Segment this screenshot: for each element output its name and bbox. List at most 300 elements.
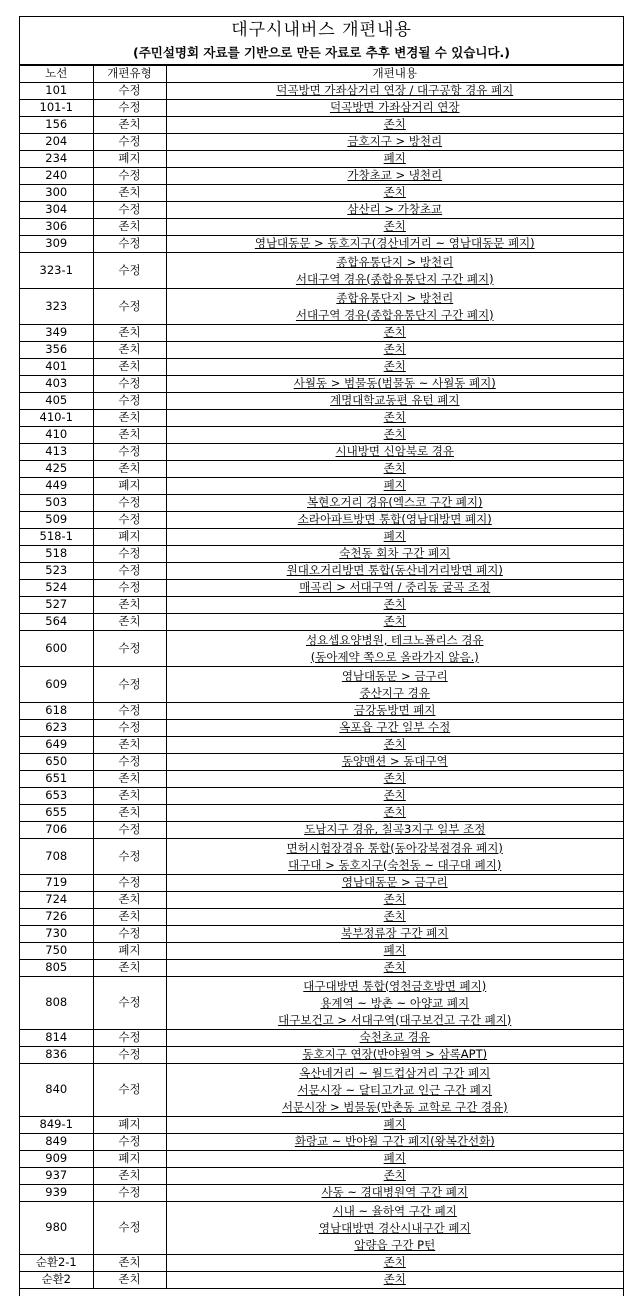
route-number-cell: 410-1 bbox=[20, 410, 93, 427]
table-row bbox=[20, 444, 623, 461]
table-row bbox=[20, 342, 623, 359]
change-content-line: 대구대방면 통합(영천금호방면 폐지) bbox=[303, 978, 487, 993]
change-content-line: 존치 bbox=[383, 597, 406, 612]
change-content-line: 도남지구 경유, 칠곡3지구 일부 조정 bbox=[304, 822, 486, 837]
page-title: 대구시내버스 개편내용 bbox=[231, 20, 412, 40]
table-row bbox=[20, 1117, 623, 1134]
change-type-cell: 존치 bbox=[93, 909, 166, 926]
route-number-cell: 649 bbox=[20, 737, 93, 754]
route-number-cell: 410 bbox=[20, 427, 93, 444]
table-row bbox=[20, 100, 623, 117]
route-number-cell: 623 bbox=[20, 720, 93, 737]
change-content-cell bbox=[166, 737, 623, 754]
route-number-cell: 101 bbox=[20, 83, 93, 100]
table-row bbox=[20, 289, 623, 325]
route-number-cell: 204 bbox=[20, 134, 93, 151]
change-content-cell bbox=[166, 614, 623, 631]
change-content-cell bbox=[166, 289, 623, 325]
change-content-cell bbox=[166, 1117, 623, 1134]
change-content-line: 종합유통단지 > 방천리 bbox=[336, 290, 454, 305]
route-number-cell: 750 bbox=[20, 943, 93, 960]
route-number-cell: 655 bbox=[20, 805, 93, 822]
change-content-cell bbox=[166, 631, 623, 667]
route-number-cell: 306 bbox=[20, 219, 93, 236]
change-type-cell: 수정 bbox=[93, 1064, 166, 1117]
change-content-cell bbox=[166, 393, 623, 410]
change-content-line: 금호지구 > 방천리 bbox=[347, 134, 443, 149]
change-content-line: 압량읍 구간 P턴 bbox=[354, 1237, 436, 1252]
change-content-cell bbox=[166, 960, 623, 977]
change-content-cell bbox=[166, 168, 623, 185]
change-type-cell: 수정 bbox=[93, 444, 166, 461]
change-content-cell bbox=[166, 703, 623, 720]
change-content-line: 사월동 > 범물동(범물동 ~ 사월동 폐지) bbox=[293, 376, 496, 391]
change-content-line: 숙천초교 경유 bbox=[359, 1030, 430, 1045]
change-content-cell bbox=[166, 943, 623, 960]
change-type-cell: 존치 bbox=[93, 1272, 166, 1289]
route-number-cell: 304 bbox=[20, 202, 93, 219]
route-number-cell: 719 bbox=[20, 875, 93, 892]
change-type-cell: 존치 bbox=[93, 960, 166, 977]
change-content-cell bbox=[166, 771, 623, 788]
route-number-cell: 349 bbox=[20, 325, 93, 342]
change-content-cell bbox=[166, 202, 623, 219]
route-number-cell: 609 bbox=[20, 667, 93, 703]
change-content-line: 존치 bbox=[383, 614, 406, 629]
change-type-cell: 폐지 bbox=[93, 529, 166, 546]
change-content-cell bbox=[166, 1168, 623, 1185]
table-row bbox=[20, 325, 623, 342]
table-row bbox=[20, 977, 623, 1030]
change-content-line: 옥산네거리 ~ 월드컵삼거리 구간 폐지 bbox=[299, 1065, 491, 1080]
change-content-cell bbox=[166, 325, 623, 342]
change-type-cell: 수정 bbox=[93, 393, 166, 410]
change-type-cell: 수정 bbox=[93, 202, 166, 219]
table-row bbox=[20, 1134, 623, 1151]
change-content-line: 매곡리 > 서대구역 / 중리동 굴곡 조정 bbox=[299, 580, 491, 595]
change-content-cell bbox=[166, 754, 623, 771]
change-content-cell bbox=[166, 977, 623, 1030]
change-type-cell: 수정 bbox=[93, 289, 166, 325]
change-content-cell bbox=[166, 1185, 623, 1202]
change-content-line: 성요셉요양병원, 테크노폴리스 경유 bbox=[305, 632, 484, 647]
change-content-cell bbox=[166, 667, 623, 703]
table-row bbox=[20, 909, 623, 926]
change-content-cell bbox=[166, 236, 623, 253]
table-row bbox=[20, 253, 623, 289]
change-content-cell bbox=[166, 839, 623, 875]
change-content-cell bbox=[166, 909, 623, 926]
change-type-cell: 수정 bbox=[93, 83, 166, 100]
route-number-cell: 909 bbox=[20, 1151, 93, 1168]
change-type-cell: 존치 bbox=[93, 410, 166, 427]
change-content-cell bbox=[166, 117, 623, 134]
change-content-cell bbox=[166, 926, 623, 943]
change-type-cell: 존치 bbox=[93, 614, 166, 631]
route-number-cell: 356 bbox=[20, 342, 93, 359]
change-content-cell bbox=[166, 580, 623, 597]
change-type-cell: 수정 bbox=[93, 1202, 166, 1255]
change-content-line: 존치 bbox=[383, 359, 406, 374]
route-number-cell: 300 bbox=[20, 185, 93, 202]
table-row bbox=[20, 410, 623, 427]
change-content-line: 존치 bbox=[383, 788, 406, 803]
table-row bbox=[20, 631, 623, 667]
table-row bbox=[20, 1047, 623, 1064]
route-number-cell: 425 bbox=[20, 461, 93, 478]
change-type-cell: 수정 bbox=[93, 1047, 166, 1064]
table-row bbox=[20, 805, 623, 822]
change-type-cell: 수정 bbox=[93, 495, 166, 512]
change-content-line: 용계역 ~ 방촌 ~ 아양교 폐지 bbox=[320, 995, 470, 1010]
change-content-cell bbox=[166, 892, 623, 909]
route-number-cell: 618 bbox=[20, 703, 93, 720]
change-content-cell bbox=[166, 788, 623, 805]
route-number-cell: 518 bbox=[20, 546, 93, 563]
change-content-line: 폐지 bbox=[383, 1117, 406, 1132]
change-content-line: 영남대방면 경산시내구간 폐지 bbox=[318, 1220, 471, 1235]
table-row bbox=[20, 563, 623, 580]
change-content-line: 서대구역 경유(종합유통단지 구간 폐지) bbox=[295, 307, 494, 322]
table-row bbox=[20, 1030, 623, 1047]
route-number-cell: 849-1 bbox=[20, 1117, 93, 1134]
change-content-cell bbox=[166, 1272, 623, 1289]
table-header-row bbox=[20, 66, 623, 83]
change-content-cell bbox=[166, 444, 623, 461]
change-type-cell: 존치 bbox=[93, 342, 166, 359]
table-row bbox=[20, 892, 623, 909]
route-number-cell: 650 bbox=[20, 754, 93, 771]
change-type-cell: 폐지 bbox=[93, 151, 166, 168]
header-content: 개편내용 bbox=[166, 66, 623, 83]
route-number-cell: 730 bbox=[20, 926, 93, 943]
change-type-cell: 수정 bbox=[93, 376, 166, 393]
change-content-cell bbox=[166, 720, 623, 737]
change-type-cell: 수정 bbox=[93, 253, 166, 289]
change-type-cell: 수정 bbox=[93, 168, 166, 185]
change-type-cell: 폐지 bbox=[93, 943, 166, 960]
table-row bbox=[20, 1064, 623, 1117]
header-type: 개편유형 bbox=[93, 66, 166, 83]
route-number-cell: 323 bbox=[20, 289, 93, 325]
change-content-line: 종합유통단지 > 방천리 bbox=[336, 254, 454, 269]
table-row bbox=[20, 703, 623, 720]
table-row bbox=[20, 839, 623, 875]
change-content-line: 원대오거리방면 통합(동산네거리방면 폐지) bbox=[286, 563, 503, 578]
route-number-cell: 518-1 bbox=[20, 529, 93, 546]
change-content-cell bbox=[166, 219, 623, 236]
change-type-cell: 수정 bbox=[93, 703, 166, 720]
change-content-line: 옥포읍 구간 일부 수정 bbox=[339, 720, 451, 735]
table-row bbox=[20, 168, 623, 185]
change-content-cell bbox=[166, 185, 623, 202]
route-changes-sheet bbox=[19, 16, 624, 1296]
change-content-line: 대구보건고 > 서대구역(대구보건고 구간 폐지) bbox=[278, 1012, 512, 1027]
change-content-cell bbox=[166, 410, 623, 427]
change-type-cell: 존치 bbox=[93, 805, 166, 822]
route-number-cell: 323-1 bbox=[20, 253, 93, 289]
change-type-cell: 존치 bbox=[93, 185, 166, 202]
route-number-cell: 726 bbox=[20, 909, 93, 926]
change-content-cell bbox=[166, 461, 623, 478]
route-number-cell: 524 bbox=[20, 580, 93, 597]
change-content-cell bbox=[166, 805, 623, 822]
table-row bbox=[20, 875, 623, 892]
change-content-line: 덕곡방면 가좌삼거리 연장 / 대구공항 경유 폐지 bbox=[276, 83, 514, 98]
change-content-cell bbox=[166, 427, 623, 444]
change-content-line: (동아제약 쪽으로 올라가지 않음.) bbox=[310, 649, 479, 664]
route-number-cell: 980 bbox=[20, 1202, 93, 1255]
route-number-cell: 309 bbox=[20, 236, 93, 253]
change-content-line: 폐지 bbox=[383, 478, 406, 493]
change-type-cell: 수정 bbox=[93, 1030, 166, 1047]
change-content-line: 면허시험장경유 통합(동아강북점경유 폐지) bbox=[286, 840, 503, 855]
change-content-line: 동호지구 연장(반야월역 > 삼록APT) bbox=[302, 1047, 488, 1062]
change-type-cell: 수정 bbox=[93, 236, 166, 253]
change-content-line: 서문시장 > 범물동(만촌동 교학로 구간 경유) bbox=[281, 1099, 508, 1114]
table-row bbox=[20, 788, 623, 805]
change-content-line: 존치 bbox=[383, 117, 406, 132]
change-type-cell: 존치 bbox=[93, 117, 166, 134]
change-content-line: 가창초교 > 냉천리 bbox=[347, 168, 443, 183]
change-type-cell: 존치 bbox=[93, 1255, 166, 1272]
change-content-line: 숙천동 회차 구간 폐지 bbox=[339, 546, 451, 561]
change-content-line: 존치 bbox=[383, 1272, 406, 1287]
change-content-line: 시내방면 신암북로 경유 bbox=[335, 444, 454, 459]
change-content-cell bbox=[166, 1030, 623, 1047]
route-number-cell: 706 bbox=[20, 822, 93, 839]
table-row bbox=[20, 1185, 623, 1202]
change-type-cell: 수정 bbox=[93, 875, 166, 892]
table-row bbox=[20, 134, 623, 151]
change-content-line: 존치 bbox=[383, 427, 406, 442]
table-row bbox=[20, 771, 623, 788]
table-row bbox=[20, 960, 623, 977]
change-type-cell: 존치 bbox=[93, 597, 166, 614]
table-row bbox=[20, 393, 623, 410]
change-content-cell bbox=[166, 512, 623, 529]
change-content-line: 존치 bbox=[383, 410, 406, 425]
change-content-line: 존치 bbox=[383, 219, 406, 234]
change-content-line: 북부정류장 구간 폐지 bbox=[341, 926, 449, 941]
change-content-cell bbox=[166, 359, 623, 376]
change-content-line: 폐지 bbox=[383, 151, 406, 166]
change-content-line: 존치 bbox=[383, 461, 406, 476]
change-content-line: 복현오거리 경유(엑스코 구간 폐지) bbox=[307, 495, 483, 510]
route-number-cell: 564 bbox=[20, 614, 93, 631]
table-row bbox=[20, 376, 623, 393]
change-content-cell bbox=[166, 529, 623, 546]
change-type-cell: 존치 bbox=[93, 788, 166, 805]
route-number-cell: 808 bbox=[20, 977, 93, 1030]
change-content-line: 폐지 bbox=[383, 529, 406, 544]
table-row bbox=[20, 236, 623, 253]
route-number-cell: 939 bbox=[20, 1185, 93, 1202]
route-number-cell: 401 bbox=[20, 359, 93, 376]
change-type-cell: 수정 bbox=[93, 977, 166, 1030]
change-content-cell bbox=[166, 478, 623, 495]
route-number-cell: 527 bbox=[20, 597, 93, 614]
route-number-cell: 653 bbox=[20, 788, 93, 805]
change-type-cell: 수정 bbox=[93, 546, 166, 563]
change-content-line: 존치 bbox=[383, 737, 406, 752]
change-content-cell bbox=[166, 1202, 623, 1255]
change-type-cell: 존치 bbox=[93, 325, 166, 342]
change-content-cell bbox=[166, 1134, 623, 1151]
change-type-cell: 존치 bbox=[93, 1168, 166, 1185]
table-row bbox=[20, 720, 623, 737]
change-content-line: 존치 bbox=[383, 1255, 406, 1270]
change-type-cell: 수정 bbox=[93, 134, 166, 151]
table-row bbox=[20, 614, 623, 631]
table-row bbox=[20, 495, 623, 512]
change-type-cell: 수정 bbox=[93, 667, 166, 703]
route-number-cell: 651 bbox=[20, 771, 93, 788]
change-type-cell: 수정 bbox=[93, 1134, 166, 1151]
change-content-line: 덕곡방면 가좌삼거리 연장 bbox=[329, 100, 460, 115]
change-type-cell: 존치 bbox=[93, 892, 166, 909]
table-row bbox=[20, 597, 623, 614]
change-content-cell bbox=[166, 376, 623, 393]
change-content-line: 서대구역 경유(종합유통단지 구간 폐지) bbox=[295, 271, 494, 286]
change-type-cell: 존치 bbox=[93, 219, 166, 236]
route-number-cell: 101-1 bbox=[20, 100, 93, 117]
change-type-cell: 수정 bbox=[93, 100, 166, 117]
route-number-cell: 403 bbox=[20, 376, 93, 393]
change-type-cell: 수정 bbox=[93, 580, 166, 597]
change-content-line: 영남대동문 > 동호지구(경산네거리 ~ 영남대동문 폐지) bbox=[254, 236, 535, 251]
table-row bbox=[20, 1272, 623, 1289]
change-type-cell: 폐지 bbox=[93, 1151, 166, 1168]
change-content-cell bbox=[166, 563, 623, 580]
change-content-line: 소라아파트방면 통합(영남대방면 폐지) bbox=[297, 512, 492, 527]
header-route: 노선 bbox=[20, 66, 93, 83]
table-row bbox=[20, 359, 623, 376]
change-content-cell bbox=[166, 597, 623, 614]
page-subtitle: (주민설명회 자료를 기반으로 만든 자료로 추후 변경될 수 있습니다.) bbox=[20, 43, 623, 65]
change-content-line: 존치 bbox=[383, 325, 406, 340]
route-number-cell: 405 bbox=[20, 393, 93, 410]
route-number-cell: 937 bbox=[20, 1168, 93, 1185]
table-row bbox=[20, 461, 623, 478]
change-type-cell: 존치 bbox=[93, 359, 166, 376]
change-type-cell: 폐지 bbox=[93, 1117, 166, 1134]
route-number-cell: 156 bbox=[20, 117, 93, 134]
route-number-cell: 순환2 bbox=[20, 1272, 93, 1289]
route-number-cell: 449 bbox=[20, 478, 93, 495]
change-content-cell bbox=[166, 495, 623, 512]
table-row bbox=[20, 737, 623, 754]
change-type-cell: 수정 bbox=[93, 631, 166, 667]
change-type-cell: 수정 bbox=[93, 926, 166, 943]
change-content-cell bbox=[166, 1255, 623, 1272]
change-content-cell bbox=[166, 1064, 623, 1117]
table-row bbox=[20, 202, 623, 219]
table-row bbox=[20, 151, 623, 168]
change-content-line: 화랑교 ~ 반야월 구간 폐지(왕복간선화) bbox=[294, 1134, 495, 1149]
change-type-cell: 수정 bbox=[93, 1185, 166, 1202]
change-type-cell: 수정 bbox=[93, 512, 166, 529]
change-content-line: 존치 bbox=[383, 185, 406, 200]
change-content-line: 서문시장 ~ 달티고가교 인근 구간 폐지 bbox=[297, 1082, 493, 1097]
table-row bbox=[20, 546, 623, 563]
change-content-cell bbox=[166, 151, 623, 168]
change-content-cell bbox=[166, 875, 623, 892]
change-content-line: 시내 ~ 율하역 구간 폐지 bbox=[332, 1203, 457, 1218]
change-content-line: 폐지 bbox=[383, 943, 406, 958]
change-type-cell: 존치 bbox=[93, 737, 166, 754]
table-body bbox=[20, 83, 623, 1289]
table-row bbox=[20, 926, 623, 943]
change-type-cell: 폐지 bbox=[93, 478, 166, 495]
change-content-line: 존치 bbox=[383, 960, 406, 975]
change-type-cell: 존치 bbox=[93, 461, 166, 478]
table-row bbox=[20, 667, 623, 703]
table-row bbox=[20, 219, 623, 236]
change-content-line: 금강동방면 폐지 bbox=[354, 703, 436, 718]
change-type-cell: 존치 bbox=[93, 427, 166, 444]
change-content-line: 존치 bbox=[383, 1168, 406, 1183]
route-number-cell: 836 bbox=[20, 1047, 93, 1064]
change-type-cell: 수정 bbox=[93, 754, 166, 771]
table-row bbox=[20, 580, 623, 597]
table-row bbox=[20, 1202, 623, 1255]
route-number-cell: 413 bbox=[20, 444, 93, 461]
table-row bbox=[20, 117, 623, 134]
table-row bbox=[20, 83, 623, 100]
route-number-cell: 724 bbox=[20, 892, 93, 909]
change-type-cell: 수정 bbox=[93, 839, 166, 875]
route-number-cell: 708 bbox=[20, 839, 93, 875]
change-content-cell bbox=[166, 1047, 623, 1064]
change-content-line: 영남대동문 > 금구리 bbox=[341, 668, 448, 683]
change-content-cell bbox=[166, 822, 623, 839]
change-content-cell bbox=[166, 83, 623, 100]
change-content-line: 영남대동문 > 금구리 bbox=[341, 875, 448, 890]
change-content-line: 대구대 > 동호지구(숙천동 ~ 대구대 폐지) bbox=[288, 857, 502, 872]
change-content-line: 존치 bbox=[383, 909, 406, 924]
change-content-line: 계명대학교동편 유턴 폐지 bbox=[329, 393, 460, 408]
change-type-cell: 수정 bbox=[93, 822, 166, 839]
route-number-cell: 840 bbox=[20, 1064, 93, 1117]
table-row bbox=[20, 529, 623, 546]
change-content-cell bbox=[166, 134, 623, 151]
change-content-line: 폐지 bbox=[383, 1151, 406, 1166]
change-content-line: 동양맨션 > 동대구역 bbox=[341, 754, 448, 769]
route-number-cell: 234 bbox=[20, 151, 93, 168]
table-row bbox=[20, 427, 623, 444]
change-content-cell bbox=[166, 1151, 623, 1168]
change-type-cell: 수정 bbox=[93, 720, 166, 737]
route-number-cell: 503 bbox=[20, 495, 93, 512]
table-row bbox=[20, 754, 623, 771]
route-number-cell: 240 bbox=[20, 168, 93, 185]
route-table bbox=[20, 65, 623, 1289]
change-content-line: 중산지구 경유 bbox=[359, 685, 430, 700]
change-content-cell bbox=[166, 342, 623, 359]
table-row bbox=[20, 1168, 623, 1185]
table-row bbox=[20, 478, 623, 495]
change-content-line: 사동 ~ 경대병원역 구간 폐지 bbox=[321, 1185, 468, 1200]
route-number-cell: 순환2-1 bbox=[20, 1255, 93, 1272]
change-type-cell: 수정 bbox=[93, 563, 166, 580]
change-content-line: 존치 bbox=[383, 892, 406, 907]
change-content-line: 삼산리 > 가창초교 bbox=[347, 202, 443, 217]
route-number-cell: 509 bbox=[20, 512, 93, 529]
change-content-line: 존치 bbox=[383, 771, 406, 786]
route-number-cell: 523 bbox=[20, 563, 93, 580]
change-content-line: 존치 bbox=[383, 342, 406, 357]
